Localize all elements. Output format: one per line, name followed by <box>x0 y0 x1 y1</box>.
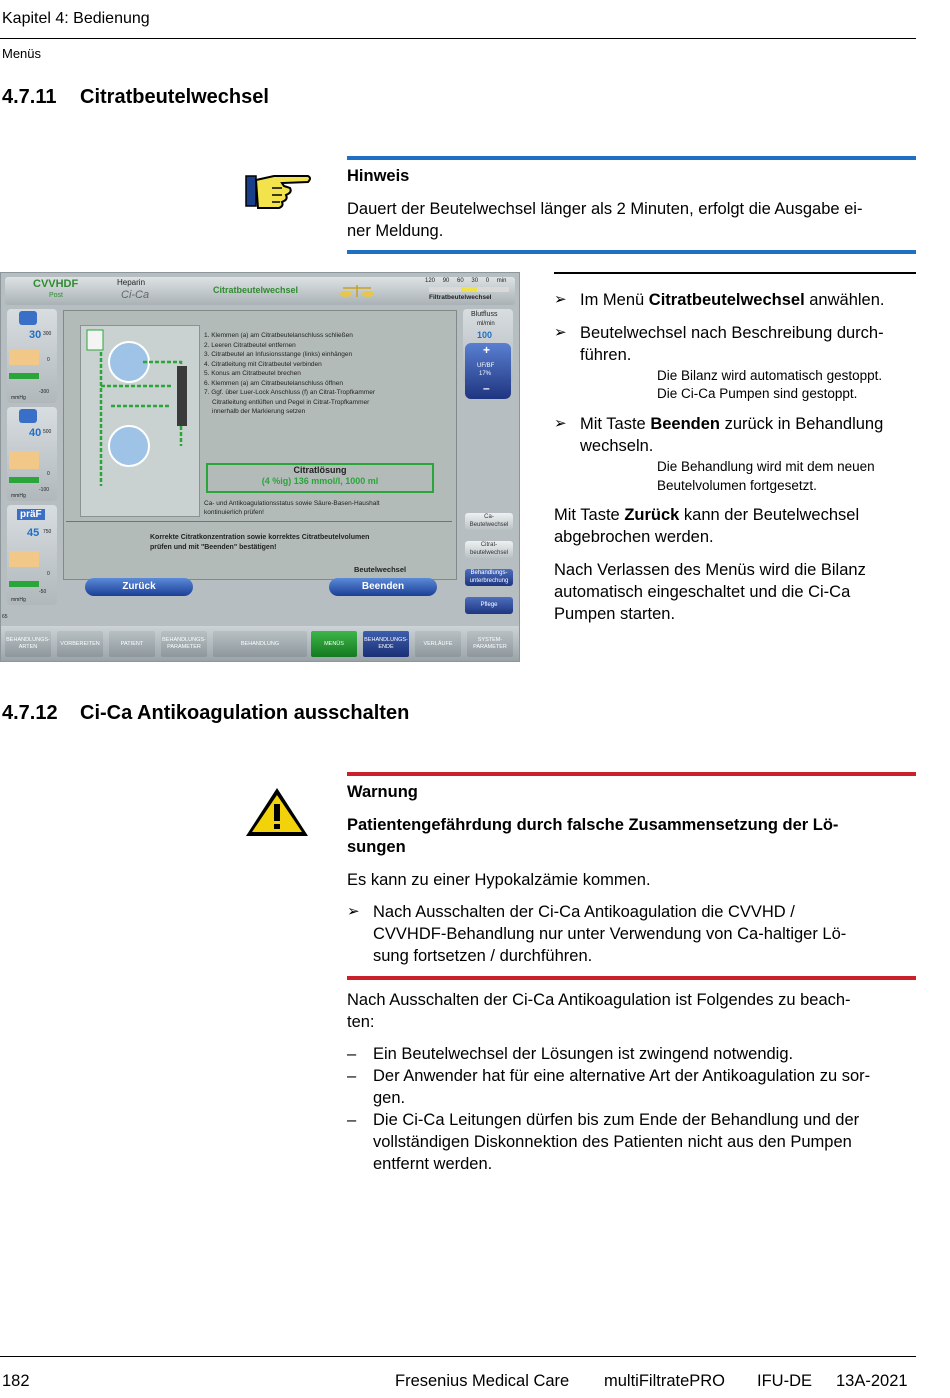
exit-paragraph-line1: Nach Verlassen des Menüs wird die Bilanz <box>554 561 866 579</box>
section-title: Citratbeutelwechsel <box>80 86 269 108</box>
warning-text: Es kann zu einer Hypokalzämie kommen. <box>347 871 651 889</box>
note-top-rule <box>347 156 916 160</box>
treatment-mode-sub: Post <box>49 292 64 299</box>
blood-flow-unit: ml/min <box>477 321 495 327</box>
pressure-max-1: 300 <box>43 331 52 337</box>
treatment-interruption-button[interactable]: Behandlungs-unterbrechung <box>465 569 513 586</box>
minus-icon[interactable]: – <box>483 381 490 395</box>
section-title: Ci-Ca Antikoagulation ausschalten <box>80 702 410 724</box>
pressure-value-3: 45 <box>27 527 40 539</box>
section-heading <box>2 86 269 109</box>
intro-line1: Nach Ausschalten der Ci-Ca Antikoagulation ist Folgendes zu beach- <box>347 991 851 1009</box>
menu-title: Citratbeutelwechsel <box>213 285 299 295</box>
timer-ticks: 120 90 60 30 0 min <box>425 278 507 284</box>
pressure-max-2: 500 <box>43 429 52 435</box>
device-diagram <box>80 325 200 517</box>
exit-paragraph-line3: Pumpen starten. <box>554 605 676 623</box>
ufbf-value: 17% <box>479 371 492 377</box>
warning-bold-line2: sungen <box>347 838 406 856</box>
heparin-label: Heparin <box>117 278 146 287</box>
list-item-continuation: vollständigen Diskonnektion des Patienten nicht aus den Pumpen <box>373 1133 852 1151</box>
footer-divider <box>0 1356 916 1357</box>
balance-scale-icon <box>339 283 375 299</box>
step-2-result-1: Die Bilanz wird automatisch gestoppt. <box>657 368 883 383</box>
note-text-line1: Dauert der Beutelwechsel länger als 2 Minuten, erfolgt die Ausgabe ei- <box>347 200 863 218</box>
pressure-label-3: präF <box>17 509 45 520</box>
step-2-line2: führen. <box>580 346 632 364</box>
footer-version: 13A-2021 <box>836 1372 908 1390</box>
timer-label: Filtratbeutelwechsel <box>429 294 492 301</box>
warning-heading: Warnung <box>347 783 418 801</box>
footer-doc: IFU-DE <box>757 1372 812 1390</box>
confirm-message: Korrekte Citratkonzentration sowie korrektes Citratbeutelvolumen prüfen und mit "Beenden" bestätigen! <box>150 534 370 551</box>
tab-treatment-types[interactable]: BEHANDLUNGS-ARTEN <box>5 631 51 657</box>
instruction-list: 1. Klemmen (a) am Citratbeutelanschluss schließen 2. Leeren Citratbeutel entfernen 3. Citratbeutel an Infusionsstange (links) einhängen 4. Citratleitung mit Citratbeutel verbinden 5. Konus am Citratbeutel brechen 6. Klemmen (a) am Citratbeutelanschluss öffnen 7. Ggf. über Luer-Lock Anschluss (f) an Citrat-Tropfkammer Citratleitung entlüften und Pegel in Citrat-Tropfkammer innerhalb der Markierung setzen <box>204 332 375 415</box>
cancel-paragraph-line2: abgebrochen werden. <box>554 528 714 546</box>
finish-button-label: Beutelwechsel <box>354 565 407 574</box>
note-text-line2: ner Meldung. <box>347 222 444 240</box>
tab-treatment-end[interactable]: BEHANDLUNGS-ENDE <box>363 631 409 657</box>
pressure-value-2: 40 <box>29 427 42 439</box>
arrow-icon: ➢ <box>554 324 567 341</box>
warning-top-rule <box>347 772 916 776</box>
tab-treatment[interactable]: BEHANDLUNG <box>213 631 307 657</box>
header-divider <box>0 38 916 39</box>
section-heading <box>2 702 409 725</box>
warning-step-line3: sung fortsetzen / durchführen. <box>373 947 593 965</box>
pointing-hand-icon <box>244 168 314 218</box>
list-item-continuation: entfernt werden. <box>373 1155 493 1173</box>
page-number: 182 <box>2 1372 30 1390</box>
tab-menus[interactable]: MENÜS <box>311 631 357 657</box>
tab-system-parameters[interactable]: SYSTEM-PARAMETER <box>467 631 513 657</box>
note-bottom-rule <box>347 250 916 254</box>
pressure-min-3: -50 <box>39 589 47 595</box>
tab-treatment-parameters[interactable]: BEHANDLUNGS-PARAMETER <box>161 631 207 657</box>
pressure-bar-3 <box>9 551 39 567</box>
step-3-line2: wechseln. <box>580 437 654 455</box>
step-2-result-2: Die Ci-Ca Pumpen sind gestoppt. <box>657 386 858 401</box>
tab-bar <box>1 626 519 661</box>
arrow-icon: ➢ <box>347 903 360 920</box>
blood-flow-stepper[interactable] <box>465 343 511 399</box>
chapter-header: Kapitel 4: Bedienung <box>2 10 150 27</box>
pressure-max-3: 750 <box>43 529 52 535</box>
pressure-unit-3: mmHg <box>11 597 26 603</box>
warning-step-line2: CVVHDF-Behandlung nur unter Verwendung von Ca-haltiger Lö- <box>373 925 847 943</box>
pressure-mid-3: 0 <box>47 571 50 577</box>
warning-bottom-rule <box>347 976 916 980</box>
citrate-bag-change-button[interactable]: Citrat-beutelwechsel <box>465 541 513 558</box>
timer-bar <box>429 287 509 292</box>
arrow-icon: ➢ <box>554 415 567 432</box>
section-header: Menüs <box>2 46 42 61</box>
treatment-mode: CVVHDF <box>33 278 79 290</box>
status-hint: Ca- und Antikoagulationsstatus sowie Säure-Basen-Haushalt kontinuierlich prüfen! <box>204 500 380 516</box>
section-number: 4.7.12 <box>2 702 58 724</box>
citrate-solution-box: Citratlösung (4 %ig) 136 mmol/l, 1000 ml <box>206 463 434 493</box>
tab-patient[interactable]: PATIENT <box>109 631 155 657</box>
pressure-green-3 <box>9 581 39 587</box>
steps-top-rule <box>554 272 916 274</box>
footer-product: multiFiltratePRO <box>604 1372 726 1390</box>
finish-button[interactable]: Beenden <box>329 578 437 596</box>
pressure-bar-2 <box>9 451 39 469</box>
pressure-unit-2: mmHg <box>11 493 26 499</box>
plus-icon[interactable]: + <box>483 343 491 357</box>
cica-label: Ci-Ca <box>121 289 150 301</box>
warning-triangle-icon <box>244 786 310 838</box>
step-3-result-2: Beutelvolumen fortgesetzt. <box>657 478 817 493</box>
pressure-bar-1 <box>9 349 39 365</box>
list-item-continuation: gen. <box>373 1089 406 1107</box>
footer-company: Fresenius Medical Care <box>395 1372 570 1390</box>
back-button[interactable]: Zurück <box>85 578 193 596</box>
pressure-min-1: -300 <box>39 389 50 395</box>
person-icon <box>19 409 37 423</box>
person-icon <box>19 311 37 325</box>
blood-flow-label: Blutfluss <box>471 311 498 318</box>
exit-paragraph-line2: automatisch eingeschaltet und die Ci-Ca <box>554 583 851 601</box>
care-button[interactable]: Pflege <box>465 597 513 614</box>
blood-flow-value: 100 <box>477 330 493 340</box>
pressure-unit-1: mmHg <box>11 395 26 401</box>
intro-line2: ten: <box>347 1013 375 1031</box>
ca-bag-change-button[interactable]: Ca-Beutelwechsel <box>465 513 513 530</box>
arrow-icon: ➢ <box>554 291 567 308</box>
pressure-mid-2: 0 <box>47 471 50 477</box>
corner-value: 65 <box>2 614 8 620</box>
tab-history[interactable]: VERLÄUFE <box>415 631 461 657</box>
tab-prepare[interactable]: VORBEREITEN <box>57 631 103 657</box>
screen-divider <box>66 521 452 522</box>
step-3-result-1: Die Behandlung wird mit dem neuen <box>657 459 875 474</box>
warning-bold-line1: Patientengefährdung durch falsche Zusammensetzung der Lö- <box>347 816 839 834</box>
device-topbar <box>5 277 515 305</box>
pressure-value-1: 30 <box>29 329 42 341</box>
pressure-panel-3[interactable] <box>7 505 57 605</box>
ufbf-label: UF/BF <box>477 363 495 369</box>
pressure-min-2: -100 <box>39 487 50 493</box>
section-number: 4.7.11 <box>2 86 57 108</box>
device-screenshot <box>0 272 520 662</box>
pressure-mid-1: 0 <box>47 357 50 363</box>
cancel-paragraph-line1: Mit Taste Zurück kann der Beutelwechsel <box>554 506 860 524</box>
pressure-panel-1[interactable] <box>7 309 57 403</box>
pressure-green-2 <box>9 477 39 483</box>
instruction-screen <box>63 310 457 580</box>
note-heading: Hinweis <box>347 167 410 185</box>
pressure-green-1 <box>9 373 39 379</box>
pressure-panel-2[interactable] <box>7 407 57 501</box>
